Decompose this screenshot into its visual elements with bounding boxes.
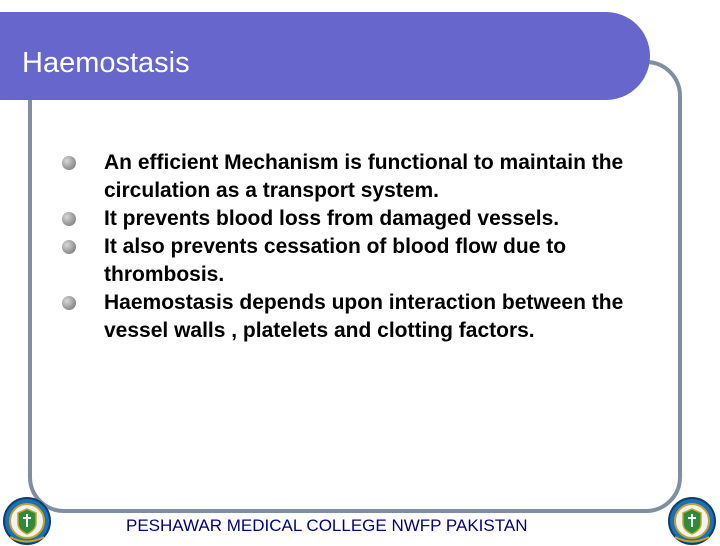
- bullet-item: [62, 205, 662, 233]
- bullet-item: [62, 233, 662, 289]
- bullet-dot-icon: [62, 156, 76, 170]
- bullet-dot-icon: [62, 240, 76, 254]
- college-crest-icon: [2, 496, 52, 546]
- bullet-dot-icon: [62, 212, 76, 226]
- slide-title: Haemostasis: [22, 47, 190, 79]
- bullet-dot-icon: [62, 296, 76, 310]
- bullet-list: [62, 149, 662, 345]
- college-crest-icon: [667, 496, 717, 546]
- title-bar: [0, 12, 650, 100]
- bullet-text: It prevents blood loss from damaged vessels.: [104, 207, 560, 230]
- bullet-item: [62, 289, 662, 345]
- bullet-text: Haemostasis depends upon interaction between the vessel walls , platelets and clotting factors.: [104, 291, 624, 342]
- bullet-text: An efficient Mechanism is functional to maintain the circulation as a transport system.: [104, 151, 624, 202]
- footer-text: PESHAWAR MEDICAL COLLEGE NWFP PAKISTAN: [126, 516, 528, 535]
- bullet-item: [62, 149, 662, 205]
- bullet-text: It also prevents cessation of blood flow due to thrombosis.: [104, 235, 567, 286]
